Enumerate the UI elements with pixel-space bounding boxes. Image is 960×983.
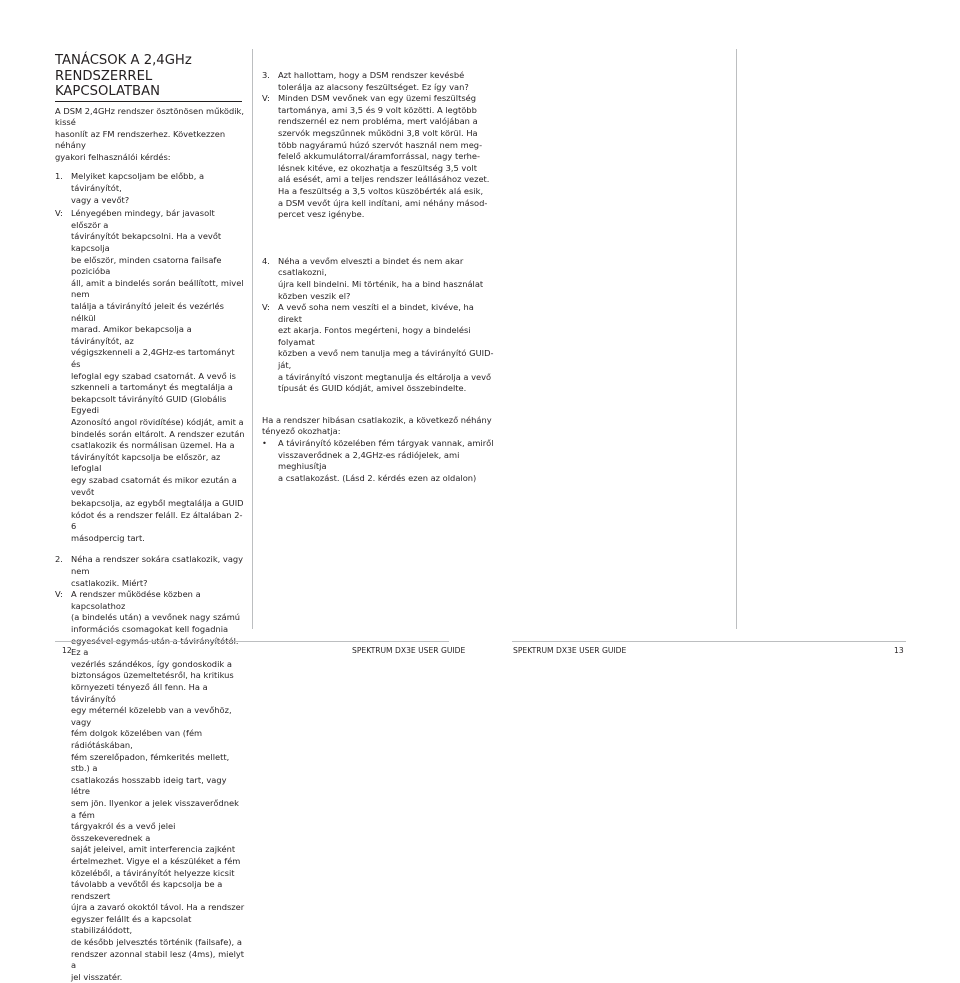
answer-label: V: <box>55 589 63 600</box>
answer-3 <box>262 93 494 221</box>
page-number: 12 <box>62 646 72 655</box>
text-line: Melyiket kapcsoljam be előbb, a távirányítót, <box>71 171 205 194</box>
text-line: újra kell bindelni. Mi történik, ha a bind használat <box>278 278 484 289</box>
answer-2-text <box>71 589 245 983</box>
bullet-symbol: • <box>262 438 267 449</box>
right-column <box>262 70 494 484</box>
text-line: Azt hallottam, hogy a DSM rendszer kevésbé <box>278 70 465 80</box>
text-line: távirányítót bekapcsolni. Ha a vevőt kapcsolja <box>71 231 222 254</box>
question-number: 1. <box>55 171 63 182</box>
intro-paragraph-2 <box>262 415 494 438</box>
footer-rule <box>55 641 449 642</box>
text-line: Néha a rendszer sokára csatlakozik, vagy nem <box>71 554 244 577</box>
text-line: több nagyáramú húzó szervót használ nem meg- <box>278 139 483 150</box>
text-line: felelő akkumulátorral/áramforrással, nagy terhe- <box>278 151 480 162</box>
question-2 <box>55 554 245 589</box>
answer-1-text <box>71 208 245 544</box>
text-line: egy méternél közelebb van a vevőhöz, vagy <box>71 705 232 727</box>
text-line: másodpercig tart. <box>71 532 145 543</box>
text-line: visszaverődnek a 2,4GHz-es rádiójelek, ami meghiusítja <box>278 449 460 472</box>
text-line: Ha a rendszer hibásan csatlakozik, a következő néhány <box>262 414 492 425</box>
text-line: tárgyakról és a vevő jelei összekeverednek a <box>71 821 176 843</box>
question-number: 4. <box>262 255 270 266</box>
bullet-item <box>262 438 494 484</box>
text-line: bindelés során eltárolt. A rendszer ezután <box>71 428 245 439</box>
text-line: lésnek kitéve, ez okozhatja a feszültség 3,5 volt <box>278 162 477 173</box>
text-line: távolabb a vevőtől és kapcsolja be a rendszert <box>71 879 223 901</box>
text-line: közben veszik el? <box>278 290 351 301</box>
text-line: típusát és GUID kódját, amivel összebindelte. <box>278 383 467 394</box>
title-line: TANÁCSOK A 2,4GHz RENDSZERREL <box>55 53 192 84</box>
page-number: 13 <box>894 646 904 655</box>
text-line: ezt akarja. Fontos megérteni, hogy a bindelési folyamat <box>278 325 471 347</box>
text-line: percet vesz igénybe. <box>278 209 365 220</box>
text-line: áll, amit a bindelés során beállított, mivel nem <box>71 277 244 300</box>
text-line: biztonságos üzemeltetésről, ha kritikus <box>71 670 234 681</box>
text-line: Lényegében mindegy, bár javasolt először a <box>71 208 215 230</box>
text-line: A vevő soha nem veszíti el a bindet, kivéve, ha direkt <box>278 302 474 324</box>
text-line: Minden DSM vevőnek van egy üzemi feszültség <box>278 93 477 104</box>
text-line: csatlakozik és normálisan üzemel. Ha a <box>71 440 235 451</box>
question-4 <box>262 256 494 302</box>
intro-paragraph <box>55 106 245 164</box>
text-line: fém szerelőpadon, fémkerités mellett, stb.) a <box>71 751 230 774</box>
text-line: A DSM 2,4GHz rendszer ösztönösen működik, kissé <box>55 105 244 128</box>
left-column <box>55 53 245 983</box>
text-line: de később jelvesztés történik (failsafe), a <box>71 937 242 948</box>
text-line: egyszer felállt és a kapcsolat stabilizálódott, <box>71 913 192 936</box>
text-line: információs csomagokat kell fogadnia <box>71 624 229 635</box>
text-line: a DSM vevőt újra kell indítani, ami néhány másod- <box>278 197 488 208</box>
text-line: találja a távirányító jeleit és vezérlés nélkül <box>71 301 224 323</box>
right-page <box>262 0 960 695</box>
text-line: bekapcsolt távirányító GUID (Globális Egyedi <box>71 393 227 416</box>
answer-label: V: <box>55 208 63 219</box>
text-line: (a bindelés után) a vevőnek nagy számú <box>71 612 241 623</box>
text-line: csatlakozik. Miért? <box>71 577 148 588</box>
answer-label: V: <box>262 302 270 313</box>
text-line: szkenneli a tartományt és megtalálja a <box>71 382 233 393</box>
footer-text: SPEKTRUM DX3E USER GUIDE <box>513 646 627 655</box>
text-line: bekapcsolja, az egyből megtalálja a GUID <box>71 498 244 509</box>
text-line: rendszernél ez nem probléma, mert valójában a <box>278 116 478 127</box>
text-line: értelmezhet. Vigye el a készüléket a fém <box>71 855 241 866</box>
text-line: újra a zavaró okoktól távol. Ha a rendszer <box>71 902 245 913</box>
text-line: hasonlít az FM rendszerhez. Következzen néhány <box>55 128 226 151</box>
text-line: fém dolgok közelében van (fém rádiótáskában, <box>71 728 203 750</box>
answer-3-text <box>278 93 494 221</box>
question-1 <box>55 171 245 206</box>
text-line: a csatlakozást. (Lásd 2. kérdés ezen az oldalon) <box>278 472 477 483</box>
text-line: tényező okozhatja: <box>262 426 341 437</box>
text-line: jel visszatér. <box>71 971 123 982</box>
text-line: rendszer azonnal stabil lesz (4ms), mielyt a <box>71 948 245 971</box>
text-line: gyakori felhasználói kérdés: <box>55 151 171 162</box>
text-line: tolerálja az alacsony feszültséget. Ez így van? <box>278 81 469 92</box>
footer-rule <box>512 641 906 642</box>
page-title <box>55 53 242 102</box>
text-line: marad. Amikor bekapcsolja a távirányítót, az <box>71 324 192 346</box>
title-line: KAPCSOLATBAN <box>55 84 160 99</box>
answer-label: V: <box>262 93 270 104</box>
answer-2 <box>55 589 245 983</box>
footer-text: SPEKTRUM DX3E USER GUIDE <box>352 646 466 655</box>
text-line: közeléből, a távirányítót helyezze kicsit <box>71 867 235 878</box>
text-line: saját jeleivel, amit interferencia zajként <box>71 844 236 855</box>
text-line: lefoglal egy szabad csatornát. A vevő is <box>71 370 236 381</box>
text-line: környezeti tényező áll fenn. Ha a távirányító <box>71 682 208 704</box>
text-line: A rendszer működése közben a kapcsolathoz <box>71 589 201 611</box>
text-line: Azonosító angol rövidítése) kódját, amit a <box>71 416 244 427</box>
text-line: be először, minden csatorna failsafe pozicióba <box>71 254 222 277</box>
text-line: Ha a feszültség a 3,5 voltos küszöbérték alá esik, <box>278 185 484 196</box>
text-line: végigszkenneli a 2,4GHz-es tartományt és <box>71 347 235 369</box>
text-line: alá esését, ami a teljes rendszer leállásához vezet. <box>278 174 490 185</box>
text-line: Ez a <box>71 647 89 658</box>
text-line: egy szabad csatornát és mikor ezután a vevőt <box>71 474 237 497</box>
text-line: szervók megszűnnek működni 3,8 volt körül. Ha <box>278 127 478 138</box>
answer-4-text <box>278 302 494 395</box>
text-line: csatlakozás hosszabb ideig tart, vagy létre <box>71 774 227 797</box>
text-line: Néha a vevőm elveszti a bindet és nem akar csatlakozni, <box>278 255 464 278</box>
text-line: közben a vevő nem tanulja meg a távirányító GUID-ját, <box>278 348 494 371</box>
text-line: vezérlés szándékos, így gondoskodik a <box>71 658 232 669</box>
question-number: 3. <box>262 70 270 80</box>
text-line: A távirányító közelében fém tárgyak vannak, amiről <box>278 438 494 449</box>
text-line: kódot és a rendszer feláll. Ez általában 2-6 <box>71 509 243 532</box>
answer-1 <box>55 208 245 544</box>
text-line: távirányítót kapcsolja be először, az lefoglal <box>71 451 221 474</box>
answer-4 <box>262 302 494 395</box>
column-divider <box>252 49 253 629</box>
question-number: 2. <box>55 554 63 565</box>
question-3 <box>262 70 494 93</box>
text-line: a távirányító viszont megtanulja és eltárolja a vevő <box>278 371 492 382</box>
text-line: sem jön. Ilyenkor a jelek visszaverődnek a fém <box>71 797 239 820</box>
text-line: tartománya, ami 3,5 és 9 volt közötti. A legtöbb <box>278 104 477 115</box>
text-line: vagy a vevőt? <box>71 194 130 205</box>
